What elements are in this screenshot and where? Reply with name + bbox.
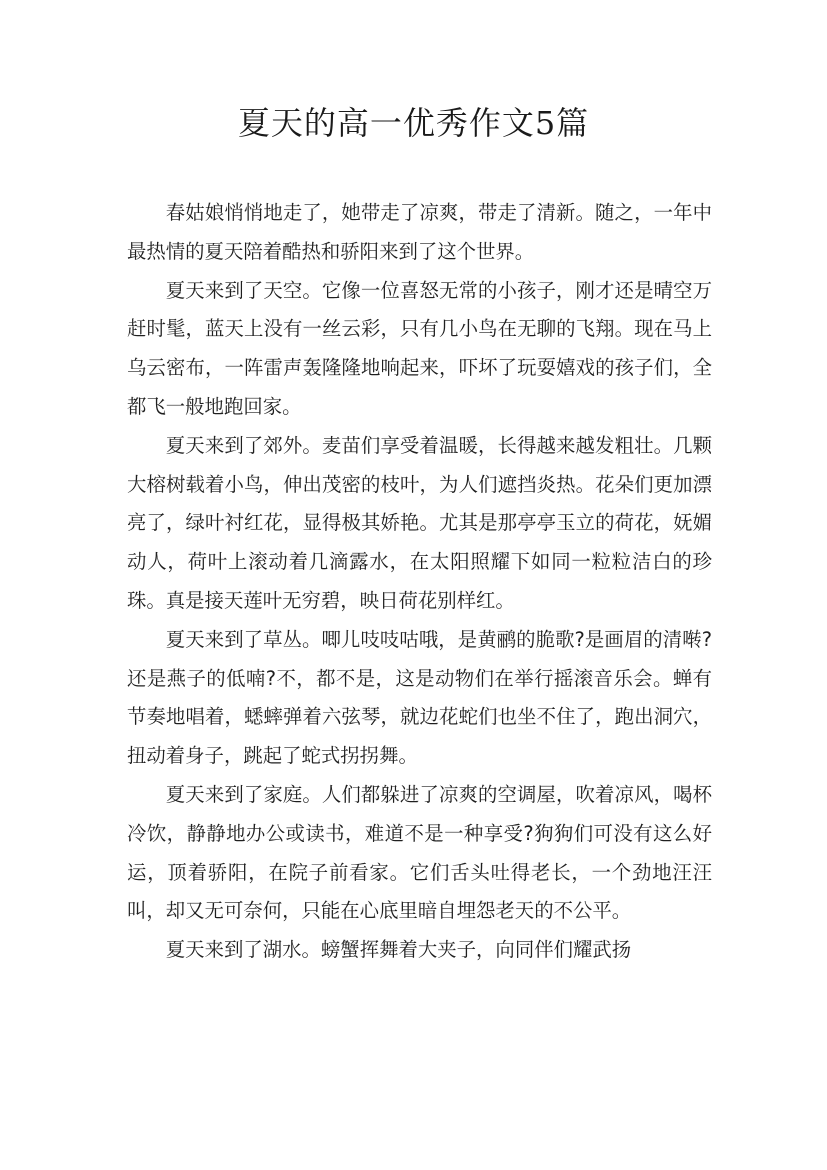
document-body [127, 194, 712, 970]
paragraph-5: 夏天来到了家庭。人们都躲进了凉爽的空调屋，吹着凉风，喝杯冷饮，静静地办公或读书，难道不是一种享受?狗狗们可没有这么好运，顶着骄阳，在院子前看家。它们舌头吐得老长，一个劲地汪汪叫，却又无可奈何，只能在心底里暗自埋怨老天的不公平。 [127, 782, 712, 923]
paragraph-6: 夏天来到了湖水。螃蟹挥舞着大夹子，向同伴们耀武扬 [165, 938, 632, 962]
document-title: 夏天的高一优秀作文5篇 [237, 104, 590, 142]
paragraph-1: 春姑娘悄悄地走了，她带走了凉爽，带走了清新。随之，一年中最热情的夏天陪着酷热和骄阳来到了这个世界。 [127, 201, 712, 263]
paragraph-4: 夏天来到了草丛。唧儿吱吱咕哦，是黄鹂的脆歌?是画眉的清啭?还是燕子的低喃?不，都不是，这是动物们在举行摇滚音乐会。蝉有节奏地唱着，蟋蟀弹着六弦琴，就边花蛇们也坐不住了，跑出洞穴，扭动着身子，跳起了蛇式拐拐舞。 [127, 627, 712, 768]
paragraph-2: 夏天来到了天空。它像一位喜怒无常的小孩子，刚才还是晴空万赶时髦，蓝天上没有一丝云彩，只有几小鸟在无聊的飞翔。现在马上乌云密布，一阵雷声轰隆隆地响起来，吓坏了玩耍嬉戏的孩子们，全都飞一般地跑回家。 [127, 278, 712, 418]
paragraph-3: 夏天来到了郊外。麦苗们享受着温暖，长得越来越发粗壮。几颗大榕树载着小鸟，伸出茂密的枝叶，为人们遮挡炎热。花朵们更加漂亮了，绿叶衬红花，显得极其娇艳。尤其是那亭亭玉立的荷花，妩媚动人，荷叶上滚动着几滴露水，在太阳照耀下如同一粒粒洁白的珍珠。真是接天莲叶无穷碧，映日荷花别样红。 [127, 433, 712, 612]
